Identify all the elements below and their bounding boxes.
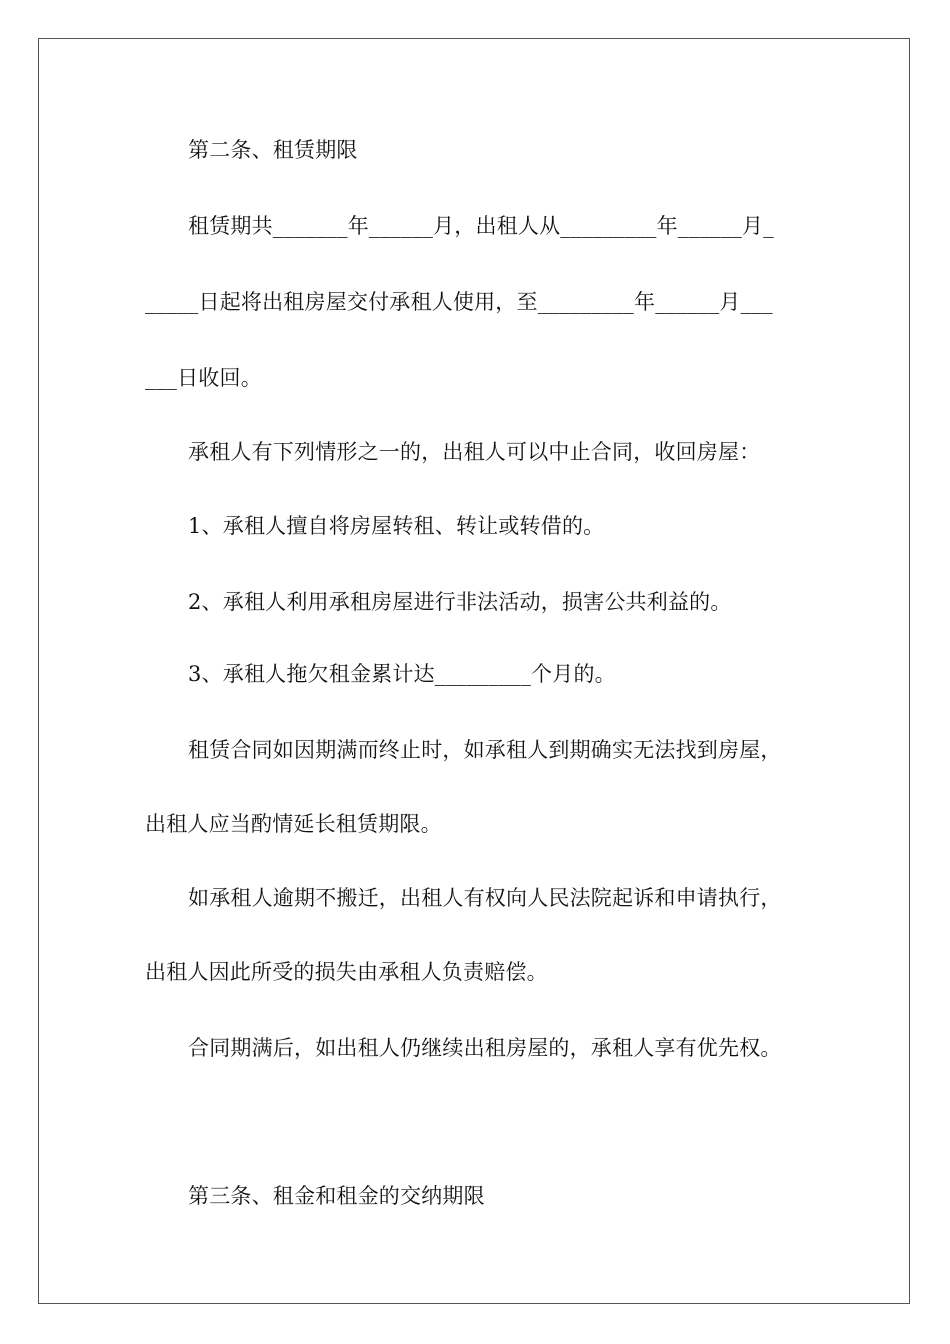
section-3-heading: 第三条、租金和租金的交纳期限 [188,1184,485,1208]
termination-item-3: 3、承租人拖欠租金累计达_________个月的。 [188,662,616,686]
termination-item-1: 1、承租人擅自将房屋转租、转让或转借的。 [188,514,605,538]
overdue-paragraph-line-1: 如承租人逾期不搬迁，出租人有权向人民法院起诉和申请执行， [188,886,782,910]
expiry-paragraph-line-2: 出租人应当酌情延长租赁期限。 [145,812,442,836]
termination-intro: 承租人有下列情形之一的，出租人可以中止合同，收回房屋： [188,440,761,464]
expiry-paragraph-line-1: 租赁合同如因期满而终止时，如承租人到期确实无法找到房屋， [188,738,782,762]
priority-paragraph: 合同期满后，如出租人仍继续出租房屋的，承租人享有优先权。 [188,1036,782,1060]
lease-term-line-3: ___日收回。 [145,366,262,390]
overdue-paragraph-line-2: 出租人因此所受的损失由承租人负责赔偿。 [145,960,548,984]
lease-term-line-1: 租赁期共_______年______月，出租人从_________年______月_ [188,214,774,238]
section-2-heading: 第二条、租赁期限 [188,138,358,162]
lease-term-line-2: _____日起将出租房屋交付承租人使用，至_________年______月___ [145,290,773,314]
termination-item-2: 2、承租人利用承租房屋进行非法活动，损害公共利益的。 [188,590,732,614]
